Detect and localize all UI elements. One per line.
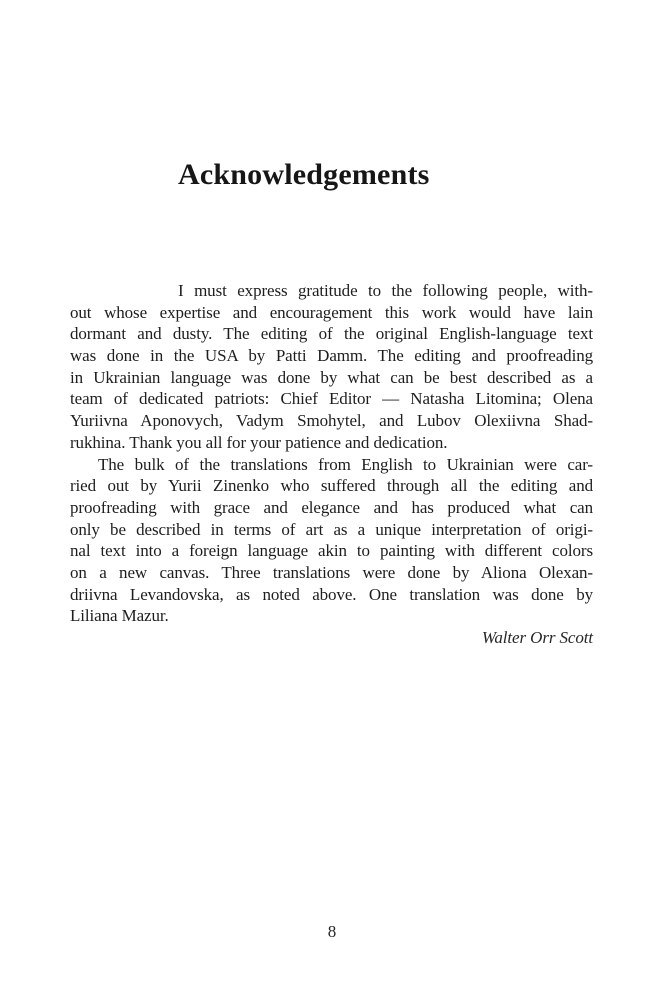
text-line: in Ukrainian language was done by what can be best described as a: [70, 367, 593, 387]
text-line: only be described in terms of art as a unique interpretation of origi-: [70, 519, 593, 539]
text-line: Liliana Mazur.: [70, 606, 169, 626]
text-line: dormant and dusty. The editing of the original English-language text: [70, 324, 593, 344]
text-line: ried out by Yurii Zinenko who suffered through all the editing and: [70, 476, 593, 496]
text-line: proofreading with grace and elegance and has produced what can: [70, 497, 593, 517]
text-line: was done in the USA by Patti Damm. The editing and proofreading: [70, 346, 593, 366]
text-line: The bulk of the translations from English to Ukrainian were car-: [98, 454, 593, 474]
page-title: Acknowledgements: [178, 158, 430, 191]
text-line: on a new canvas. Three translations were done by Aliona Olexan-: [70, 562, 593, 582]
paragraph: [70, 280, 593, 454]
paragraphs-container: [70, 280, 593, 627]
page-number: 8: [327, 922, 337, 941]
body-text: [70, 280, 593, 649]
text-line: out whose expertise and encouragement this work would have lain: [70, 302, 593, 322]
paragraph: [70, 454, 593, 628]
text-line: rukhina. Thank you all for your patience and dedication.: [70, 432, 448, 452]
text-line: team of dedicated patriots: Chief Editor — Natasha Litomina; Olena: [70, 389, 593, 409]
signature-line: Walter Orr Scott: [481, 628, 593, 647]
text-line: nal text into a foreign language akin to painting with different colors: [70, 541, 593, 561]
text-line: Yuriivna Aponovych, Vadym Smohytel, and Lubov Olexiivna Shad-: [70, 411, 593, 431]
text-line: driivna Levandovska, as noted above. One translation was done by: [70, 584, 593, 604]
text-line: I must express gratitude to the following people, with-: [178, 281, 593, 300]
